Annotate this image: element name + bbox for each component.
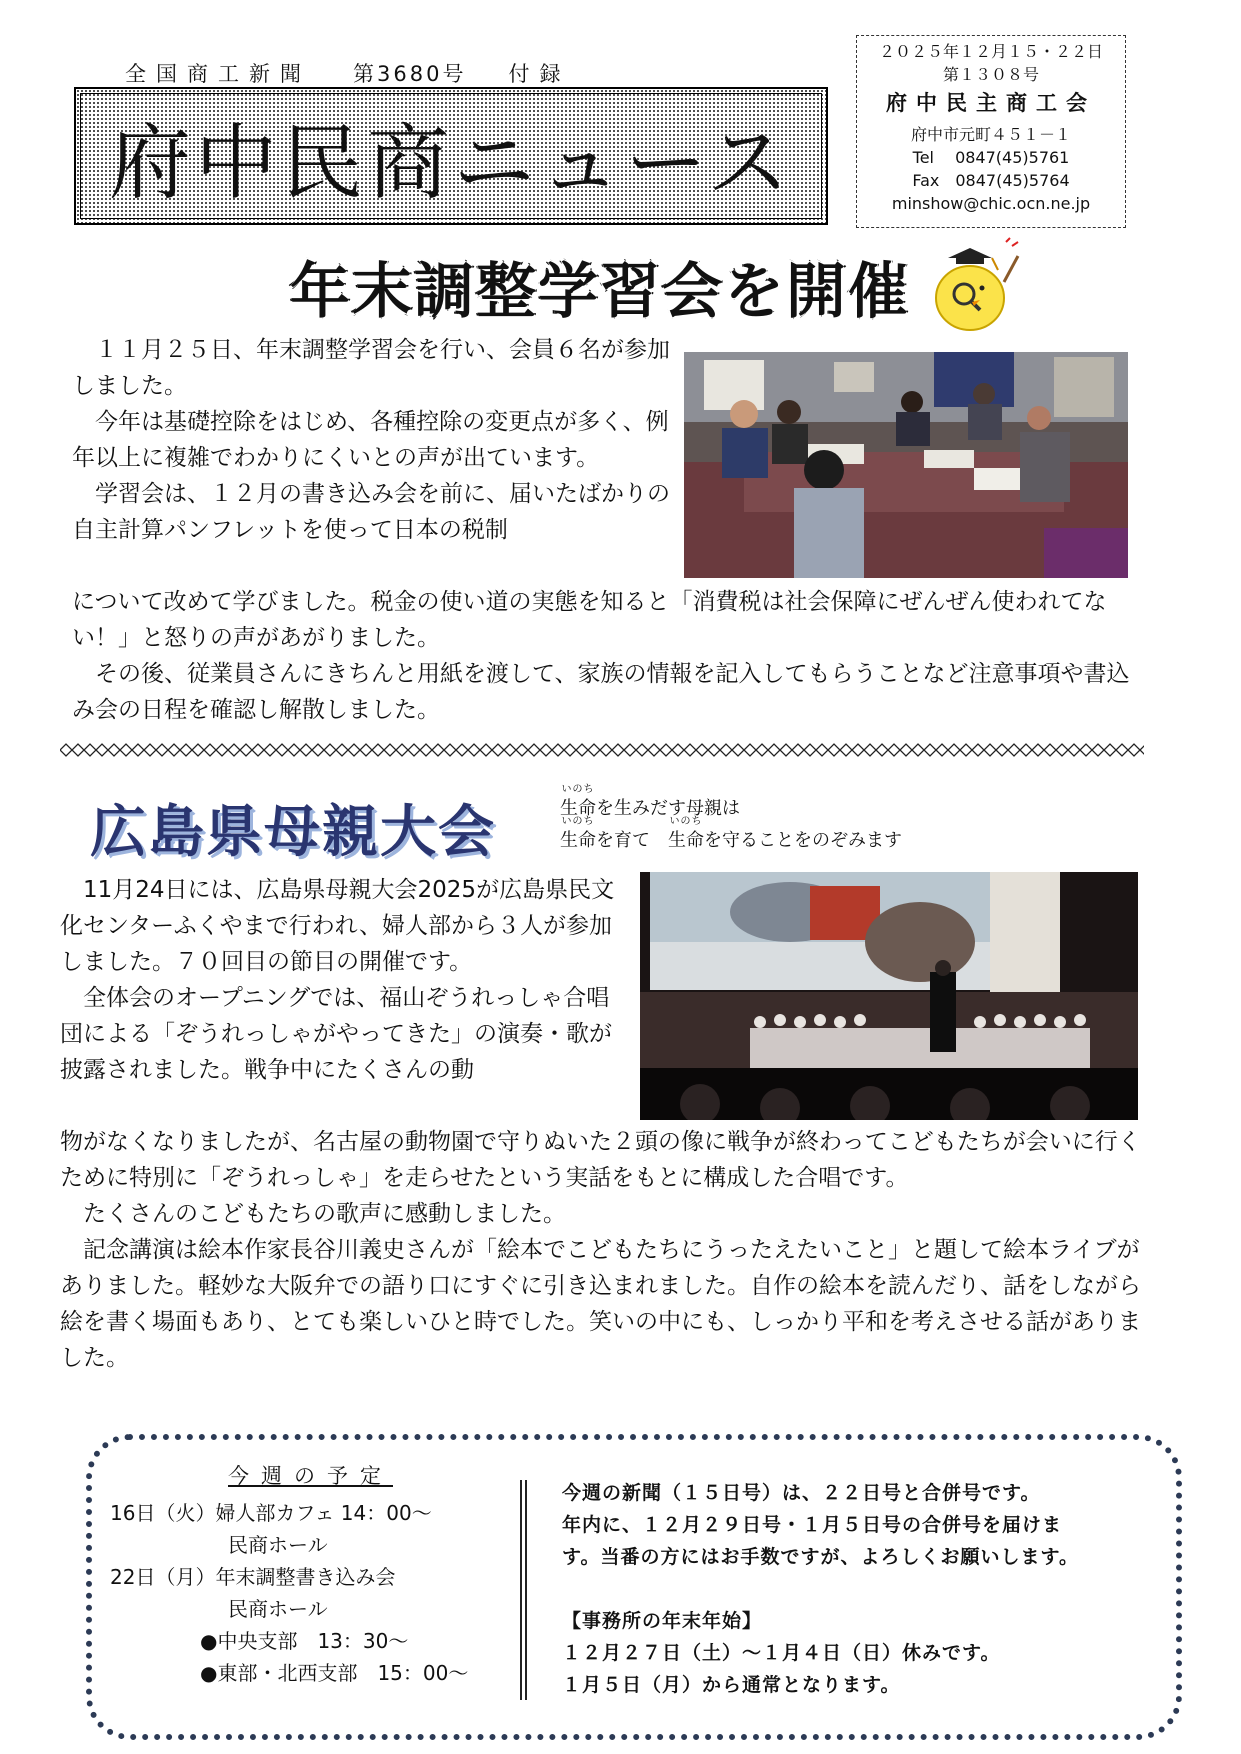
article2-p2a: 全体会のオープニングでは、福山ぞうれっしゃ合唱団による「ぞうれっしゃがやってきた」の演奏・歌が披露されました。戦争中にたくさんの動: [60, 985, 612, 1083]
article1-headline: 年末調整学習会を開催: [290, 257, 910, 327]
schedule-line: 16日（火）婦人部カフェ 14：00～: [110, 1501, 432, 1525]
article1-p4: その後、従業員さんにきちんと用紙を渡して、家族の情報を記入してもらうことなど注意事項や書込み会の日程を確認し解散しました。: [72, 661, 1130, 723]
address: 府中市元町４５１－１: [910, 124, 1071, 144]
notice-line: 【事務所の年末年始】: [562, 1610, 763, 1632]
box-divider: [520, 1480, 527, 1700]
chick-mascot-icon: [920, 236, 1020, 336]
supplement-label: 付録: [508, 62, 571, 86]
article1-text-wrapped: [72, 332, 672, 548]
header-line: [125, 58, 612, 88]
article2-p1: 11月24日には、広島県母親大会2025が広島県民文化センターふくやまで行われ、婦人部から３人が参加しました。７０回目の節目の開催です。: [60, 877, 615, 975]
schedule-line: ●東部・北西支部 15：00～: [200, 1661, 469, 1685]
study-meeting-photo: [684, 352, 1128, 578]
schedule-line: 民商ホール: [228, 1533, 328, 1557]
issue-date: ２０２５年１２月１５・２２日: [878, 42, 1103, 61]
organization-name: 府中民主商工会: [886, 91, 1096, 116]
paper-name: 全国商工新聞: [125, 62, 311, 86]
fax: Fax 0847(45)5764: [912, 171, 1070, 191]
choir-performance-photo: [640, 872, 1138, 1120]
article2-headline: 広島県母親大会: [90, 800, 496, 865]
notice-line: す。当番の方にはお手数ですが、よろしくお願いします。: [562, 1546, 1079, 1568]
ruby-inochi: いのち: [669, 816, 703, 827]
slogan-kanji: 生命: [560, 830, 596, 851]
slogan-line-2: [560, 816, 902, 852]
newsletter-title: 府中民商ニュース: [109, 115, 793, 211]
notice-line: 年内に、１２月２９日号・１月５日号の合併号を届けま: [562, 1514, 1063, 1536]
schedule-line: 22日（月）年末調整書き込み会: [110, 1565, 396, 1589]
article1-p3a: 学習会は、１２月の書き込み会を前に、届いたばかりの自主計算パンフレットを使って日本の税制: [72, 481, 670, 543]
notice-line: 今週の新聞（１５日号）は、２２日号と合併号です。: [562, 1482, 1041, 1504]
slogan-kanji: 生命: [668, 830, 704, 851]
schedule-line: 民商ホール: [228, 1597, 328, 1621]
slogan-text: を守ることをのぞみます: [704, 830, 902, 851]
article2-p2b: 物がなくなりましたが、名古屋の動物園で守りぬいた２頭の像に戦争が終わってこどもたちが会いに行くために特別に「ぞうれっしゃ」を走らせたという実話をもとに構成した合唱です。: [60, 1129, 1141, 1191]
slogan-text: を生みだす母親は: [596, 798, 740, 819]
article1-p3b: について改めて学びました。税金の使い道の実態を知ると「消費税は社会保障にぜんぜん使われてない！」と怒りの声があがりました。: [72, 589, 1107, 651]
slogan-kanji: 生命: [560, 798, 596, 819]
email: minshow@chic.ocn.ne.jp: [891, 194, 1091, 214]
schedule-title: 今週の予定: [228, 1464, 393, 1488]
article2-p4: 記念講演は絵本作家長谷川義史さんが「絵本でこどもたちにうったえたいこと」と題して絵本ライブがありました。軽妙な大阪弁での語り口にすぐに引き込まれました。自作の絵本を読んだり、話をしながら絵を書く場面もあり、とても楽しいひと時でした。笑いの中にも、しっかり平和を考えさせる話がありました。: [60, 1237, 1141, 1371]
notice-line: １月５日（月）から通常となります。: [562, 1674, 901, 1696]
article1-p1: １１月２５日、年末調整学習会を行い、会員６名が参加しました。: [72, 337, 670, 399]
issue-serial: 第１３０８号: [942, 65, 1039, 85]
article1-p2: 今年は基礎控除をはじめ、各種控除の変更点が多く、例年以上に複雑でわかりにくいとの声が出ています。: [72, 409, 669, 471]
issue-number: 第3680号: [353, 62, 467, 86]
slogan-text: を育て: [596, 830, 668, 851]
schedule-line: ●中央支部 13：30～: [200, 1629, 409, 1653]
masthead: [74, 87, 828, 225]
ruby-inochi: いのち: [561, 816, 595, 827]
ruby-inochi: いのち: [561, 784, 595, 795]
article2-text-wrapped: [60, 872, 630, 1088]
article1-text-full: [72, 584, 1152, 728]
section-divider: [60, 743, 1144, 757]
notice-line: １２月２７日（土）～１月４日（日）休みです。: [562, 1642, 1001, 1664]
article2-text-full: [60, 1124, 1150, 1376]
tel: Tel 0847(45)5761: [912, 148, 1070, 167]
article2-p3: たくさんのこどもたちの歌声に感動しました。: [60, 1201, 566, 1227]
publisher-info-box: [856, 35, 1126, 228]
